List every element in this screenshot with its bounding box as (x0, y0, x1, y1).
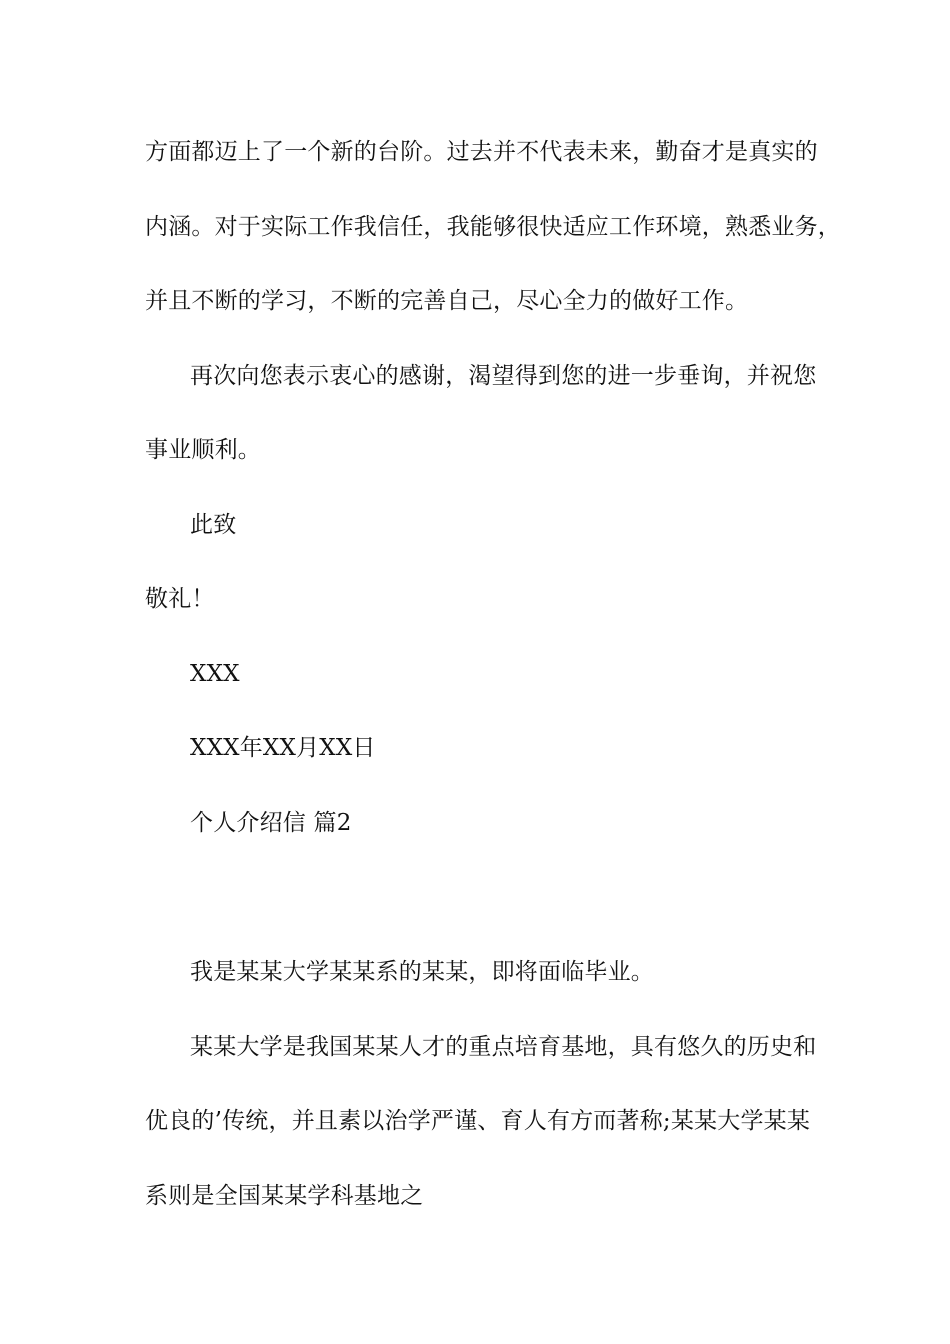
paragraph-line: 方面都迈上了一个新的台阶。过去并不代表未来，勤奋才是真实的 (145, 139, 818, 165)
signature-date: XXX年XX月XX日 (190, 735, 376, 761)
paragraph-line: 事业顺利。 (145, 437, 261, 463)
closing-greeting: 敬礼！ (145, 586, 215, 612)
paragraph-line: 并且不断的学习，不断的完善自己，尽心全力的做好工作。 (145, 288, 749, 314)
paragraph-line: 我是某某大学某某系的某某，即将面临毕业。 (190, 959, 654, 985)
paragraph-line: 某某大学是我国某某人才的重点培育基地，具有悠久的历史和 (190, 1034, 817, 1060)
paragraph-line: 优良的’传统，并且素以治学严谨、育人有方而著称;某某大学某某 (145, 1108, 811, 1134)
signature-name: XXX (190, 661, 240, 687)
closing-salutation: 此致 (190, 512, 237, 538)
paragraph-line: 再次向您表示衷心的感谢，渴望得到您的进一步垂询，并祝您 (190, 363, 817, 389)
paragraph-line: 系则是全国某某学科基地之 (145, 1183, 424, 1209)
paragraph-line: 内涵。对于实际工作我信任，我能够很快适应工作环境，熟悉业务， (145, 214, 841, 240)
section-heading: 个人介绍信 篇2 (190, 810, 352, 836)
